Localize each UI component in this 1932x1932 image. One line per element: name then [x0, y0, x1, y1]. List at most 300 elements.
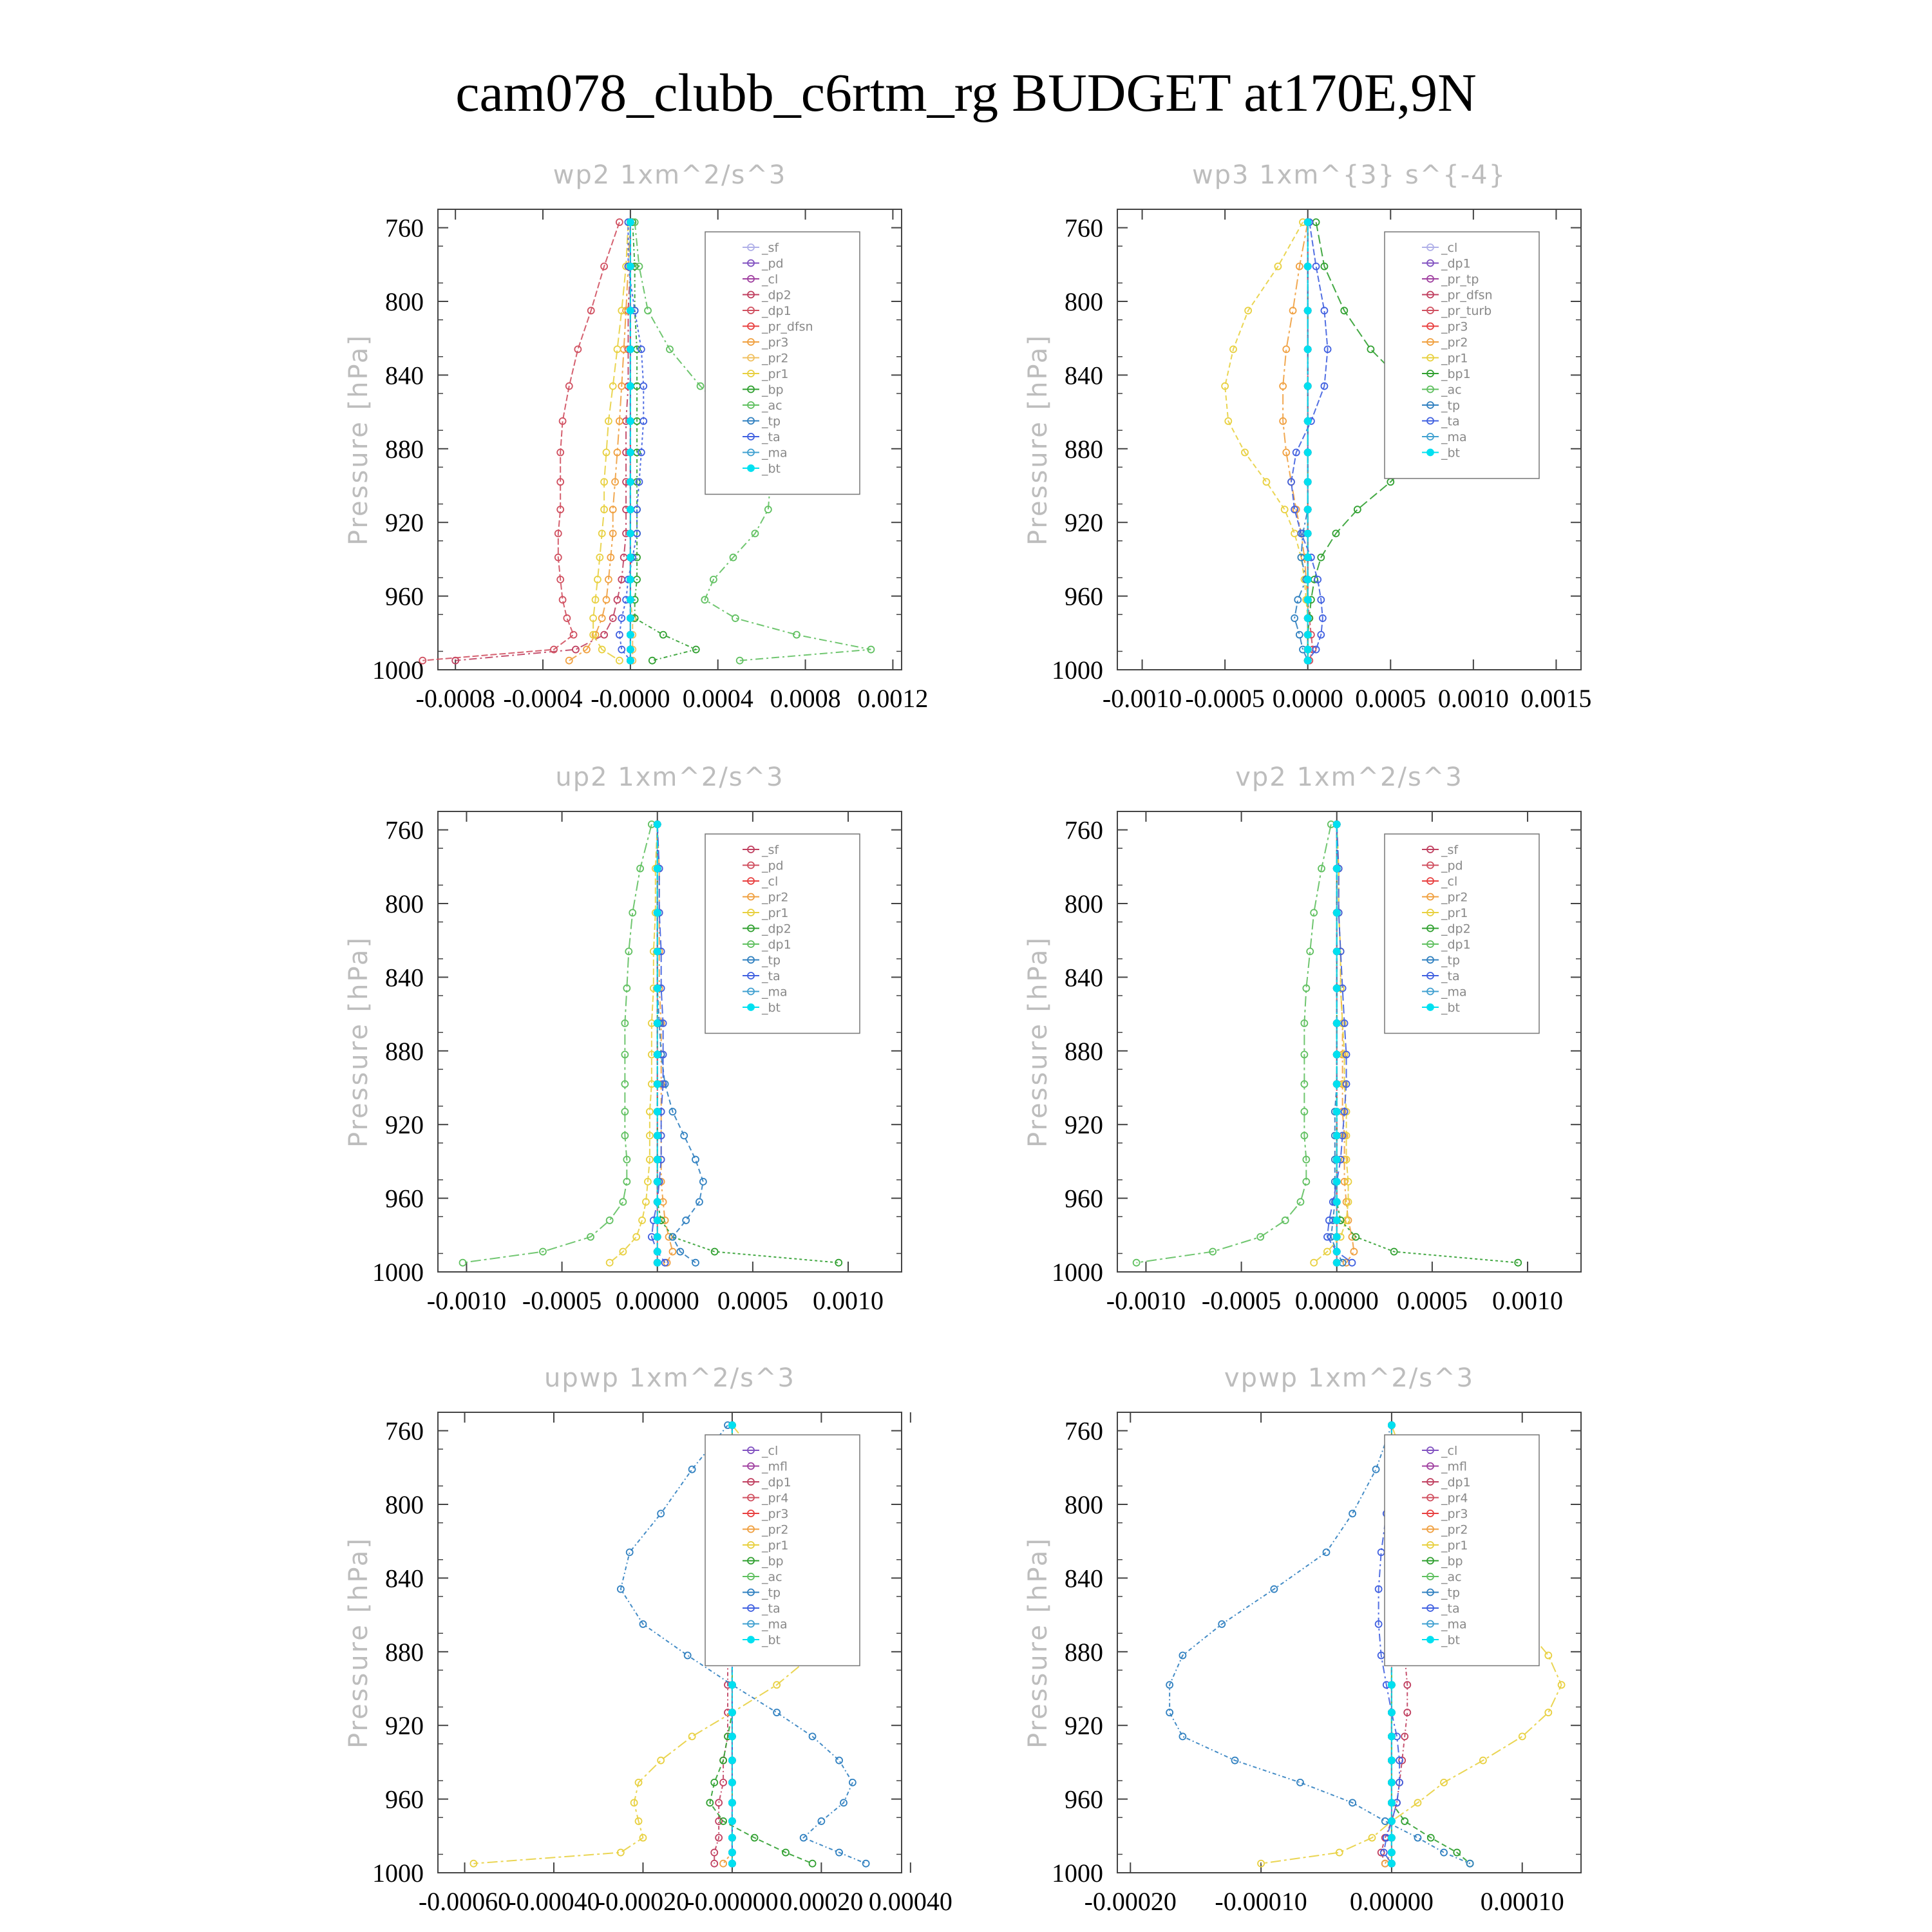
legend-entry: _sf	[762, 241, 779, 255]
data-point	[627, 506, 634, 513]
x-tick-label: -0.0010	[1102, 684, 1182, 713]
series-line	[658, 824, 703, 1263]
data-point	[729, 1681, 735, 1688]
y-tick-label: 960	[385, 1785, 424, 1814]
legend-entry: _mfl	[1441, 1459, 1467, 1474]
x-tick-label: -0.00010	[1215, 1887, 1307, 1916]
data-point	[863, 1861, 869, 1867]
data-point	[720, 1861, 726, 1867]
data-point	[1334, 1081, 1340, 1087]
y-tick-label: 880	[1065, 1036, 1103, 1066]
data-point	[654, 1198, 661, 1205]
chart-panel	[1023, 762, 1581, 1315]
panel-title: wp3 1xm^{3} s^{-4}	[1191, 160, 1507, 190]
data-point	[627, 219, 634, 225]
data-point	[1305, 506, 1311, 513]
data-point	[1305, 658, 1311, 664]
legend-marker	[1427, 1004, 1434, 1010]
series-line	[1314, 824, 1348, 1263]
panel-title: upwp 1xm^2/s^3	[544, 1363, 795, 1393]
data-point	[1388, 1757, 1395, 1764]
data-point	[1388, 1818, 1395, 1824]
legend-marker	[1427, 1636, 1434, 1643]
y-tick-label: 960	[1065, 1785, 1103, 1814]
y-tick-label: 760	[385, 213, 424, 243]
x-tick-label: 0.0010	[1437, 684, 1509, 713]
y-axis-label: Pressure [hPa]	[344, 936, 374, 1148]
data-point	[1388, 1861, 1395, 1867]
legend-entry: _tp	[1441, 953, 1461, 968]
legend-entry: _bt	[762, 1001, 781, 1015]
data-point	[654, 985, 661, 992]
data-point	[654, 1157, 661, 1163]
data-point	[1388, 1681, 1395, 1688]
data-point	[620, 1198, 626, 1205]
data-point	[1388, 1733, 1395, 1739]
y-tick-label: 960	[1065, 1184, 1103, 1213]
legend-entry: _pr4	[1441, 1491, 1468, 1506]
x-tick-label: 0.0008	[770, 684, 841, 713]
data-point	[1305, 219, 1311, 225]
data-point	[685, 1653, 691, 1659]
data-point	[681, 1132, 687, 1139]
chart-panel	[1023, 1363, 1581, 1916]
legend-entry: _mfl	[762, 1459, 788, 1474]
y-tick-label: 800	[1065, 1490, 1103, 1519]
data-point	[689, 1733, 696, 1739]
data-point	[627, 346, 634, 352]
data-point	[627, 478, 634, 485]
x-tick-label: -0.0008	[415, 684, 495, 713]
data-point	[1282, 506, 1288, 513]
legend-entry: _bp	[762, 383, 784, 397]
chart-panel	[344, 1363, 952, 1916]
data-point	[627, 418, 634, 424]
legend-entry: _ma	[762, 446, 788, 460]
legend-entry: _ac	[1441, 383, 1462, 397]
data-point	[1388, 1422, 1395, 1428]
legend-entry: _pr1	[762, 367, 789, 381]
data-point	[654, 1179, 661, 1185]
y-tick-label: 1000	[1052, 1859, 1103, 1888]
data-point	[1305, 346, 1311, 352]
legend-entry: _cl	[1441, 1444, 1458, 1458]
legend-entry: _bt	[762, 462, 781, 476]
legend-entry: _pr2	[1441, 890, 1468, 905]
y-tick-label: 880	[385, 1036, 424, 1066]
data-point	[729, 1779, 735, 1786]
y-tick-label: 880	[1065, 434, 1103, 464]
legend-entry: _pd	[1441, 858, 1463, 873]
panel-title: vpwp 1xm^2/s^3	[1224, 1363, 1475, 1393]
y-tick-label: 800	[385, 889, 424, 918]
y-tick-label: 880	[385, 1637, 424, 1667]
panel-title: wp2 1xm^2/s^3	[553, 160, 787, 190]
data-point	[1263, 478, 1269, 485]
x-tick-label: -0.0010	[426, 1286, 507, 1315]
legend-entry: _pr3	[762, 336, 789, 350]
data-point	[627, 632, 634, 638]
data-point	[1334, 1020, 1340, 1027]
y-tick-label: 920	[385, 508, 424, 538]
figure-title: cam078_clubb_c6rtm_rg BUDGET at170E,9N	[455, 63, 1477, 123]
x-tick-label: -0.0005	[1185, 684, 1265, 713]
data-point	[1519, 1733, 1526, 1739]
legend-entry: _pr_dfsn	[1441, 288, 1493, 303]
panel-title: up2 1xm^2/s^3	[555, 762, 784, 792]
data-point	[1305, 418, 1311, 424]
y-tick-label: 840	[385, 361, 424, 390]
legend-entry: _pr1	[1441, 1539, 1468, 1553]
series-line	[1283, 222, 1308, 661]
legend-entry: _bp	[1441, 1554, 1463, 1569]
legend-entry: _tp	[762, 414, 781, 429]
data-point	[692, 1157, 699, 1163]
legend-entry: _bt	[1441, 1001, 1461, 1015]
legend-entry: _bp	[762, 1554, 784, 1569]
y-tick-label: 800	[1065, 889, 1103, 918]
y-axis-label: Pressure [hPa]	[344, 1537, 374, 1748]
y-tick-label: 960	[385, 1184, 424, 1213]
x-tick-label: -0.0004	[503, 684, 583, 713]
legend-entry: _pr1	[1441, 906, 1468, 920]
x-tick-label: -0.00040	[507, 1887, 600, 1916]
legend-entry: _pd	[762, 858, 784, 873]
legend-entry: _dp2	[762, 288, 791, 303]
chart-panel	[344, 160, 928, 713]
series-line	[422, 222, 620, 661]
y-tick-label: 1000	[372, 656, 424, 685]
y-axis-label: Pressure [hPa]	[1023, 334, 1053, 545]
x-tick-label: 0.00000	[1349, 1887, 1434, 1916]
x-tick-label: 0.0010	[813, 1286, 884, 1315]
legend-entry: _cl	[762, 272, 779, 287]
legend-entry: _sf	[762, 843, 779, 857]
data-point	[700, 1179, 706, 1185]
data-point	[1296, 632, 1303, 638]
data-point	[1334, 985, 1340, 992]
legend-entry: _dp1	[1441, 1475, 1471, 1490]
y-tick-label: 760	[1065, 1416, 1103, 1446]
data-point	[1305, 450, 1311, 456]
y-tick-label: 1000	[1052, 1258, 1103, 1287]
data-point	[729, 1733, 735, 1739]
x-tick-label: 0.00000	[1294, 1286, 1379, 1315]
legend-entry: _pr_tp	[1441, 272, 1479, 287]
legend-entry: _cl	[762, 1444, 779, 1458]
data-point	[654, 866, 661, 872]
data-point	[1334, 948, 1340, 954]
x-tick-label: 0.0005	[717, 1286, 788, 1315]
data-point	[1334, 821, 1340, 828]
legend-entry: _ma	[1441, 985, 1467, 999]
legend-marker	[748, 1004, 754, 1010]
y-axis-label: Pressure [hPa]	[344, 334, 374, 545]
legend-entry: _cl	[1441, 875, 1458, 889]
y-tick-label: 920	[1065, 508, 1103, 538]
legend-entry: _dp1	[1441, 938, 1471, 952]
data-point	[836, 1757, 842, 1764]
series-line	[1137, 824, 1331, 1263]
legend-entry: _pr2	[762, 351, 789, 366]
series-line	[1225, 222, 1308, 661]
legend	[1385, 834, 1539, 1034]
data-point	[1305, 263, 1311, 270]
legend-entry: _cl	[1441, 241, 1458, 255]
data-point	[773, 1709, 780, 1716]
x-tick-label: 0.0015	[1520, 684, 1592, 713]
data-point	[627, 530, 634, 536]
legend-entry: _pr2	[762, 890, 789, 905]
legend-entry: _ta	[1441, 969, 1460, 983]
data-point	[1349, 1510, 1356, 1517]
data-point	[1334, 866, 1340, 872]
y-tick-label: 760	[385, 815, 424, 845]
data-point	[1334, 909, 1340, 916]
data-point	[654, 909, 661, 916]
legend-entry: _pr1	[762, 1539, 789, 1553]
legend-entry: _dp1	[1441, 256, 1471, 271]
x-tick-label: -0.0000	[591, 684, 670, 713]
data-point	[1414, 1835, 1421, 1841]
series-line	[632, 222, 696, 661]
data-point	[654, 1108, 661, 1115]
x-tick-label: 0.0012	[857, 684, 929, 713]
data-point	[610, 615, 616, 621]
data-point	[1297, 1779, 1303, 1786]
y-tick-label: 1000	[1052, 656, 1103, 685]
data-point	[627, 450, 634, 456]
legend-entry: _pd	[762, 256, 784, 271]
legend-entry: _pr_dfsn	[762, 319, 813, 334]
data-point	[1382, 1818, 1388, 1824]
data-point	[1334, 1052, 1340, 1058]
data-point	[654, 1217, 661, 1224]
panel-title: vp2 1xm^2/s^3	[1235, 762, 1463, 792]
data-point	[729, 1835, 735, 1841]
data-point	[1305, 615, 1311, 621]
x-tick-label: -0.00020	[1084, 1887, 1177, 1916]
data-point	[627, 596, 634, 603]
data-point	[571, 632, 577, 638]
y-tick-label: 880	[1065, 1637, 1103, 1667]
x-tick-label: 0.00020	[779, 1887, 864, 1916]
legend-marker	[748, 1636, 754, 1643]
y-axis-label: Pressure [hPa]	[1023, 1537, 1053, 1748]
legend-entry: _pr4	[762, 1491, 789, 1506]
data-point	[715, 1799, 722, 1806]
chart-panel	[1023, 160, 1591, 713]
y-tick-label: 840	[1065, 963, 1103, 992]
x-tick-label: -0.0005	[1201, 1286, 1282, 1315]
data-point	[1305, 647, 1311, 653]
data-point	[1305, 530, 1311, 536]
data-point	[1305, 554, 1311, 561]
legend-entry: _ta	[1441, 414, 1460, 429]
data-point	[654, 1052, 661, 1058]
legend-entry: _pr3	[1441, 1507, 1468, 1521]
series-line	[463, 824, 652, 1263]
data-point	[1305, 632, 1311, 638]
legend-entry: _dp2	[1441, 922, 1471, 936]
data-point	[654, 1020, 661, 1027]
y-tick-label: 800	[385, 287, 424, 316]
legend-entry: _pr_turb	[1441, 304, 1492, 318]
data-point	[627, 576, 634, 583]
data-point	[1334, 1260, 1340, 1266]
data-point	[1388, 1779, 1395, 1786]
series-line	[455, 222, 630, 661]
x-tick-label: -0.0010	[1106, 1286, 1186, 1315]
data-point	[658, 1510, 664, 1517]
data-point	[627, 1549, 633, 1555]
data-point	[654, 948, 661, 954]
legend-entry: _ma	[762, 1617, 788, 1632]
data-point	[1305, 383, 1311, 390]
y-tick-label: 960	[1065, 582, 1103, 611]
data-point	[1334, 1132, 1340, 1139]
data-point	[633, 1234, 639, 1240]
legend-entry: _pr2	[762, 1522, 789, 1537]
legend-entry: _dp1	[762, 304, 791, 318]
data-point	[729, 1757, 735, 1764]
data-point	[1323, 1549, 1330, 1555]
series-line	[620, 222, 643, 661]
data-point	[654, 1260, 661, 1266]
data-point	[1388, 1709, 1395, 1716]
data-point	[1388, 1835, 1395, 1841]
data-point	[601, 632, 607, 638]
data-point	[654, 1132, 661, 1139]
data-point	[1367, 346, 1374, 352]
data-point	[1179, 1733, 1186, 1739]
data-point	[658, 1757, 664, 1764]
legend-entry: _pr1	[762, 906, 789, 920]
data-point	[1545, 1709, 1551, 1716]
x-tick-label: 0.0005	[1396, 1286, 1468, 1315]
data-point	[1334, 1234, 1340, 1240]
data-point	[1334, 1249, 1340, 1255]
legend-entry: _pr1	[1441, 351, 1468, 366]
legend-entry: _ta	[762, 430, 781, 444]
data-point	[1334, 1179, 1340, 1185]
data-point	[1441, 1850, 1447, 1856]
y-tick-label: 800	[385, 1490, 424, 1519]
legend-entry: _ac	[762, 1570, 782, 1584]
legend-entry: _tp	[1441, 399, 1461, 413]
data-point	[1305, 596, 1311, 603]
legend-entry: _pr3	[762, 1507, 789, 1521]
data-point	[729, 1799, 735, 1806]
x-tick-label: 0.00000	[615, 1286, 699, 1315]
legend	[1385, 1435, 1539, 1666]
legend-entry: _dp2	[762, 922, 791, 936]
legend-entry: _bt	[1441, 446, 1461, 460]
data-point	[1282, 1217, 1289, 1224]
y-tick-label: 800	[1065, 287, 1103, 316]
y-tick-label: 760	[1065, 213, 1103, 243]
y-tick-label: 920	[1065, 1110, 1103, 1140]
legend-entry: _bt	[1441, 1633, 1461, 1647]
legend-marker	[748, 465, 754, 471]
data-point	[1305, 576, 1311, 583]
legend-entry: _sf	[1441, 843, 1459, 857]
y-tick-label: 840	[1065, 1564, 1103, 1593]
legend-entry: _bt	[762, 1633, 781, 1647]
data-point	[607, 1217, 613, 1224]
y-tick-label: 760	[1065, 815, 1103, 845]
series-line	[610, 824, 658, 1263]
data-point	[729, 1861, 735, 1867]
legend	[705, 232, 860, 495]
data-point	[654, 1234, 661, 1240]
legend	[1385, 232, 1539, 478]
data-point	[1401, 1818, 1408, 1824]
legend-marker	[1427, 450, 1434, 456]
x-tick-label: -0.00000	[686, 1887, 779, 1916]
data-point	[1334, 1157, 1340, 1163]
data-point	[1334, 1108, 1340, 1115]
y-tick-label: 840	[385, 963, 424, 992]
x-tick-label: 0.0005	[1355, 684, 1426, 713]
legend-entry: _ac	[1441, 1570, 1462, 1584]
x-tick-label: 0.00010	[1480, 1887, 1564, 1916]
legend-entry: _ma	[1441, 1617, 1467, 1632]
data-point	[627, 615, 634, 621]
legend-entry: _pr2	[1441, 1522, 1468, 1537]
data-point	[627, 554, 634, 561]
data-point	[729, 1422, 735, 1428]
data-point	[1334, 1217, 1340, 1224]
legend-entry: _tp	[762, 1586, 781, 1600]
chart-panel	[344, 762, 902, 1315]
x-tick-label: -0.00060	[418, 1887, 511, 1916]
data-point	[1545, 1653, 1551, 1659]
legend	[705, 834, 860, 1034]
data-point	[1388, 1799, 1395, 1806]
legend-entry: _ta	[762, 969, 781, 983]
data-point	[627, 263, 634, 270]
y-tick-label: 1000	[372, 1859, 424, 1888]
data-point	[729, 1818, 735, 1824]
x-tick-label: 0.0004	[682, 684, 753, 713]
y-tick-label: 920	[1065, 1711, 1103, 1741]
data-point	[1354, 506, 1361, 513]
data-point	[1373, 1466, 1379, 1473]
data-point	[689, 1466, 696, 1473]
data-point	[1291, 530, 1298, 536]
data-point	[1305, 307, 1311, 314]
x-tick-label: -0.00020	[596, 1887, 690, 1916]
data-point	[1305, 478, 1311, 485]
data-point	[654, 1249, 661, 1255]
y-tick-label: 920	[385, 1110, 424, 1140]
data-point	[729, 1709, 735, 1716]
x-tick-label: 0.0000	[1272, 684, 1343, 713]
series-line	[593, 222, 628, 661]
legend-entry: _tp	[1441, 1586, 1461, 1600]
legend-entry: _ac	[762, 399, 782, 413]
legend-entry: _ta	[1441, 1602, 1460, 1616]
legend-entry: _pr2	[1441, 336, 1468, 350]
data-point	[627, 383, 634, 390]
legend	[705, 1435, 860, 1666]
series-line	[569, 222, 630, 661]
y-tick-label: 760	[385, 1416, 424, 1446]
data-point	[627, 307, 634, 314]
x-tick-label: 0.0010	[1492, 1286, 1564, 1315]
legend-entry: _cl	[762, 875, 779, 889]
